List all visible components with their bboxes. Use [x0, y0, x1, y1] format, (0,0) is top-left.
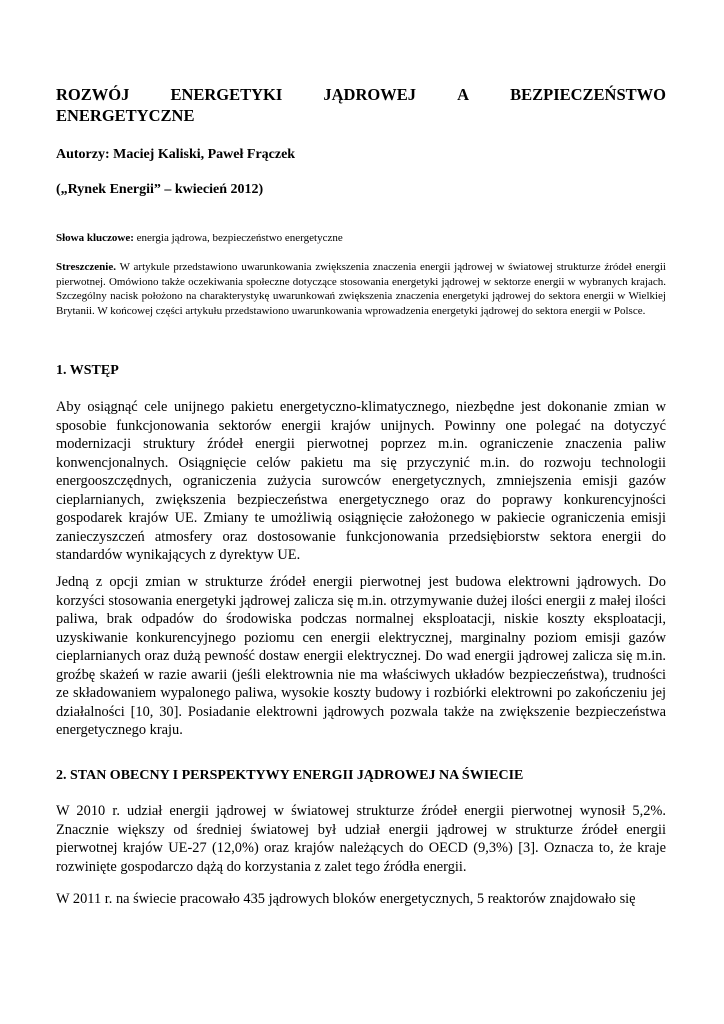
authors-line: Autorzy: Maciej Kaliski, Paweł Frączek	[56, 147, 296, 162]
title-word: JĄDROWEJ	[323, 85, 416, 104]
section-1-paragraph-2: Jedną z opcji zmian w strukturze źródeł energii pierwotnej jest budowa elektrowni jądrowych. Do korzyści stosowania energetyki jądrowej zalicza się m.in. otrzymywanie dużej ilości energii z małej ilości paliwa, brak odpadów do środowiska podczas normalnej eksploatacji, niskie koszty eksploatacji, uzyskiwanie konkurencyjnego poziomu cen energii elektrycznej, marginalny poziom emisji gazów cieplarnianych oraz dużą pewność dostaw energii elektrycznej. Do wad energii jądrowej zalicza się m.in. groźbę skażeń w razie awarii (jeśli elektrownia nie ma właściwych układów bezpieczeństwa), trudności ze składowaniem wypalonego paliwa, wysokie koszty budowy i rozbiórki elektrowni po zakończeniu jej działalności [10, 30]. Posiadanie elektrowni jądrowych pozwala także na zwiększenie bezpieczeństwa energetycznego kraju.	[56, 574, 666, 738]
source-line: („Rynek Energii” – kwiecień 2012)	[56, 182, 264, 197]
section-2-paragraph-1: W 2010 r. udział energii jądrowej w światowej strukturze źródeł energii pierwotnej wynosił 5,2%. Znacznie większy od średniej światowej był udział energii jądrowej w strukturze źródeł energii pierwotnej krajów UE-27 (12,0%) oraz krajów należących do OECD (9,3%) [3]. Oznacza to, że kraje rozwinięte gospodarczo dążą do korzystania z zalet tego źródła energii.	[56, 803, 666, 875]
document-page	[56, 84, 666, 318]
section-2-heading: 2. STAN OBECNY I PERSPEKTYWY ENERGII JĄDROWEJ NA ŚWIECIE	[56, 768, 524, 783]
title-word: A	[457, 85, 469, 104]
keywords-text: energia jądrowa, bezpieczeństwo energetyczne	[133, 232, 343, 244]
keywords	[56, 231, 666, 245]
section-1-heading: 1. WSTĘP	[56, 363, 119, 378]
abstract-text: W artykule przedstawiono uwarunkowania zwiększenia znaczenia energii jądrowej w światowej strukturze źródeł energii pierwotnej. Omówiono także oczekiwania społeczne dotyczące stosowania energetyki jądrowej w sektorze energii w wybranych krajach. Szczególny nacisk położono na charakterystykę uwarunkowań zwiększenia znaczenia energetyki jądrowej do sektora energii w Wielkiej Brytanii. W końcowej części artykułu przedstawiono uwarunkowania wprowadzenia energetyki jądrowej do sektora energii w Polsce.	[56, 261, 666, 317]
title-word: ENERGETYKI	[170, 85, 283, 104]
abstract	[56, 260, 666, 318]
title-line-1	[56, 84, 666, 105]
keywords-label: Słowa kluczowe:	[56, 232, 134, 244]
title-word: BEZPIECZEŃSTWO	[510, 85, 666, 104]
title-word: ROZWÓJ	[56, 85, 130, 104]
section-2-paragraph-2: W 2011 r. na świecie pracowało 435 jądrowych bloków energetycznych, 5 reaktorów znajdowało się	[56, 891, 636, 907]
abstract-label: Streszczenie.	[56, 261, 116, 273]
paper-title	[56, 84, 666, 126]
section-1-paragraph-1: Aby osiągnąć cele unijnego pakietu energetyczno-klimatycznego, niezbędne jest dokonanie zmian w sposobie funkcjonowania sektorów energii krajów unijnych. Powinny one polegać na dotyczyć modernizacji struktury źródeł energii pierwotnej poprzez m.in. ograniczenie znaczenia paliw konwencjonalnych. Osiągnięcie celów pakietu ma się przyczynić m.in. do rozwoju technologii energooszczędnych, ograniczenia zużycia surowców energetycznych, zmniejszenia emisji gazów cieplarnianych, zwiększenia bezpieczeństwa energetycznego oraz do poprawy konkurencyjności gospodarek krajów UE. Zmiany te umożliwią osiągnięcie założonego w pakiecie ograniczenia emisji zanieczyszczeń atmosfery oraz dostosowanie funkcjonowania przedsiębiorstw sektora energii do standardów wynikających z dyrektyw UE.	[56, 399, 666, 563]
title-line-2: ENERGETYCZNE	[56, 106, 195, 125]
